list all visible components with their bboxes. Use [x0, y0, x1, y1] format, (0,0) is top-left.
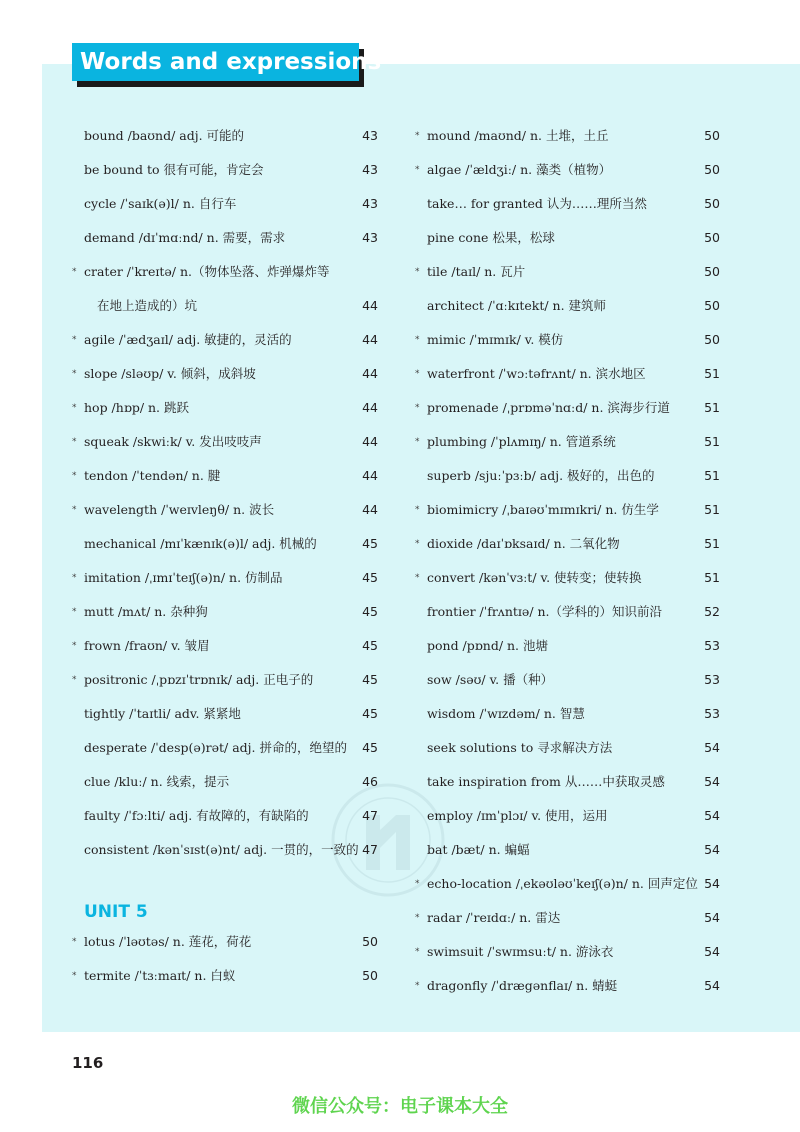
- star-marker-icon: *: [415, 981, 420, 991]
- vocab-entry: [409, 935, 720, 969]
- vocab-page-ref: 44: [362, 298, 378, 313]
- vocab-entry: [409, 765, 720, 799]
- vocab-entry: [409, 459, 720, 493]
- vocab-page-ref: 45: [362, 672, 378, 687]
- vocab-page-ref: 50: [704, 264, 720, 279]
- star-marker-icon: *: [415, 505, 420, 515]
- vocab-entry: [409, 833, 720, 867]
- unit-heading-text: UNIT 5: [84, 902, 148, 922]
- vocab-entry-text: radar /ˈreɪdɑː/ n. 雷达: [427, 910, 561, 925]
- vocab-page-ref: 45: [362, 706, 378, 721]
- vocab-entry: [409, 629, 720, 663]
- vocab-entry: [409, 901, 720, 935]
- vocab-entry: [66, 925, 378, 959]
- star-marker-icon: *: [415, 947, 420, 957]
- star-marker-icon: *: [72, 335, 77, 345]
- vocab-page-ref: 54: [704, 808, 720, 823]
- vocab-page-ref: 45: [362, 638, 378, 653]
- vocab-entry: [66, 799, 378, 833]
- vocab-page-ref: 43: [362, 230, 378, 245]
- vocab-page-ref: 51: [704, 502, 720, 517]
- vocab-page-ref: 43: [362, 162, 378, 177]
- vocab-entry-text: employ /ɪmˈplɔɪ/ v. 使用，运用: [427, 808, 608, 823]
- vocab-entry-text: superb /sjuːˈpɜːb/ adj. 极好的，出色的: [427, 468, 655, 483]
- vocab-page-ref: 44: [362, 366, 378, 381]
- vocab-entry-text: hop /hɒp/ n. 跳跃: [84, 400, 189, 415]
- vocab-entry-text: desperate /ˈdesp(ə)rət/ adj. 拼命的，绝望的: [84, 740, 348, 755]
- vocab-entry: [409, 697, 720, 731]
- vocab-entry-text: termite /ˈtɜːmaɪt/ n. 白蚁: [84, 968, 236, 983]
- vocab-entry: [409, 119, 720, 153]
- vocab-entry-text: consistent /kənˈsɪst(ə)nt/ adj. 一贯的，一致的: [84, 842, 359, 857]
- star-marker-icon: *: [415, 913, 420, 923]
- vocab-page-ref: 53: [704, 706, 720, 721]
- vocab-entry-text: frontier /ˈfrʌntɪə/ n.（学科的）知识前沿: [427, 604, 663, 619]
- vocab-page-ref: 50: [704, 128, 720, 143]
- vocab-entry: [66, 561, 378, 595]
- star-marker-icon: *: [72, 675, 77, 685]
- vocab-page-ref: 50: [362, 934, 378, 949]
- unit-heading: [66, 867, 378, 925]
- vocab-entry-text: tile /taɪl/ n. 瓦片: [427, 264, 526, 279]
- vocab-entry: [409, 323, 720, 357]
- vocab-page-ref: 43: [362, 196, 378, 211]
- vocab-entry-text: slope /sləʊp/ v. 倾斜，成斜坡: [84, 366, 256, 381]
- vocab-page-ref: 53: [704, 638, 720, 653]
- vocab-entry-text: algae /ˈældʒiː/ n. 藻类（植物）: [427, 162, 612, 177]
- vocab-page-ref: 51: [704, 570, 720, 585]
- vocab-entry: [66, 765, 378, 799]
- vocab-entry: [409, 187, 720, 221]
- star-marker-icon: *: [415, 131, 420, 141]
- vocab-entry-text: wavelength /ˈweɪvleŋθ/ n. 波长: [84, 502, 275, 517]
- vocab-page-ref: 45: [362, 604, 378, 619]
- vocab-page-ref: 54: [704, 876, 720, 891]
- vocab-entry: [66, 425, 378, 459]
- star-marker-icon: *: [72, 403, 77, 413]
- vocab-entry: [66, 289, 378, 323]
- vocab-entry-text: seek solutions to 寻求解决方法: [427, 740, 613, 755]
- vocab-page-ref: 45: [362, 536, 378, 551]
- vocab-entry: [409, 867, 720, 901]
- vocab-page-ref: 44: [362, 434, 378, 449]
- vocab-entry: [66, 731, 378, 765]
- vocab-entry-text: biomimicry /ˌbaɪəʊˈmɪmɪkri/ n. 仿生学: [427, 502, 659, 517]
- vocab-entry-text: mechanical /mɪˈkænɪk(ə)l/ adj. 机械的: [84, 536, 317, 551]
- vocab-entry-text: sow /səʊ/ v. 播（种）: [427, 672, 554, 687]
- star-marker-icon: *: [415, 539, 420, 549]
- vocab-entry-text: positronic /ˌpɒzɪˈtrɒnɪk/ adj. 正电子的: [84, 672, 314, 687]
- vocab-entry-text: promenade /ˌprɒməˈnɑːd/ n. 滨海步行道: [427, 400, 670, 415]
- vocab-entry-text: echo-location /ˌekəʊləʊˈkeɪʃ(ə)n/ n. 回声定位: [427, 876, 698, 891]
- star-marker-icon: *: [72, 505, 77, 515]
- footer-wechat-account: 微信公众号：电子课本大全: [292, 1096, 508, 1117]
- vocab-entry: [66, 663, 378, 697]
- vocab-page-ref: 50: [704, 162, 720, 177]
- vocab-entry-text: cycle /ˈsaɪk(ə)l/ n. 自行车: [84, 196, 237, 211]
- vocab-entry: [66, 459, 378, 493]
- vocab-page-ref: 51: [704, 366, 720, 381]
- vocab-page-ref: 54: [704, 740, 720, 755]
- left-column: [66, 119, 378, 993]
- vocab-page-ref: 53: [704, 672, 720, 687]
- vocab-entry: [66, 959, 378, 993]
- vocab-page-ref: 44: [362, 468, 378, 483]
- vocab-page-ref: 47: [362, 842, 378, 857]
- vocab-page-ref: 46: [362, 774, 378, 789]
- vocab-page-ref: 51: [704, 468, 720, 483]
- vocab-entry: [66, 187, 378, 221]
- vocab-page-ref: 54: [704, 774, 720, 789]
- star-marker-icon: *: [415, 267, 420, 277]
- vocab-entry-text: convert /kənˈvɜːt/ v. 使转变；使转换: [427, 570, 642, 585]
- vocab-entry: [66, 255, 378, 289]
- section-title-text: Words and expressions: [72, 43, 359, 81]
- vocab-page-ref: 50: [704, 298, 720, 313]
- vocab-page-ref: 44: [362, 502, 378, 517]
- vocab-entry: [409, 255, 720, 289]
- star-marker-icon: *: [72, 471, 77, 481]
- vocab-entry-text: plumbing /ˈplʌmɪŋ/ n. 管道系统: [427, 434, 616, 449]
- vocab-entry-text: take inspiration from 从……中获取灵感: [427, 774, 665, 789]
- vocab-page-ref: 54: [704, 944, 720, 959]
- vocab-entry-text: mimic /ˈmɪmɪk/ v. 模仿: [427, 332, 564, 347]
- vocab-entry: [66, 153, 378, 187]
- vocab-entry-text: mound /maʊnd/ n. 土堆，土丘: [427, 128, 609, 143]
- vocab-page-ref: 54: [704, 842, 720, 857]
- star-marker-icon: *: [415, 165, 420, 175]
- vocab-entry: [409, 357, 720, 391]
- section-title: [72, 43, 382, 83]
- vocab-entry-text: lotus /ˈləʊtəs/ n. 莲花，荷花: [84, 934, 252, 949]
- vocab-entry: [409, 799, 720, 833]
- vocab-entry-text: swimsuit /ˈswɪmsuːt/ n. 游泳衣: [427, 944, 614, 959]
- star-marker-icon: *: [415, 879, 420, 889]
- vocab-entry: [66, 391, 378, 425]
- vocab-page-ref: 43: [362, 128, 378, 143]
- vocab-page-ref: 50: [704, 230, 720, 245]
- vocab-entry-text: agile /ˈædʒaɪl/ adj. 敏捷的，灵活的: [84, 332, 292, 347]
- vocab-entry-text: wisdom /ˈwɪzdəm/ n. 智慧: [427, 706, 585, 721]
- vocab-entry-text: architect /ˈɑːkɪtekt/ n. 建筑师: [427, 298, 607, 313]
- vocab-entry-text: mutt /mʌt/ n. 杂种狗: [84, 604, 208, 619]
- vocab-page-ref: 50: [704, 332, 720, 347]
- vocab-entry-text: demand /dɪˈmɑːnd/ n. 需要，需求: [84, 230, 286, 245]
- vocab-entry: [409, 289, 720, 323]
- vocab-entry: [409, 561, 720, 595]
- vocab-page-ref: 54: [704, 978, 720, 993]
- vocab-entry: [66, 595, 378, 629]
- vocab-entry: [409, 527, 720, 561]
- star-marker-icon: *: [415, 437, 420, 447]
- vocab-page-ref: 45: [362, 570, 378, 585]
- star-marker-icon: *: [415, 369, 420, 379]
- vocab-page-ref: 51: [704, 400, 720, 415]
- vocab-entry-text: 在地上造成的）坑: [97, 298, 198, 313]
- vocab-page-ref: 44: [362, 400, 378, 415]
- vocab-page-ref: 45: [362, 740, 378, 755]
- vocab-entry-text: pond /pɒnd/ n. 池塘: [427, 638, 549, 653]
- vocab-entry: [66, 357, 378, 391]
- vocab-entry-text: pine cone 松果，松球: [427, 230, 555, 245]
- vocab-page-ref: 51: [704, 536, 720, 551]
- star-marker-icon: *: [72, 573, 77, 583]
- vocab-entry-text: clue /kluː/ n. 线索，提示: [84, 774, 230, 789]
- vocab-entry: [409, 731, 720, 765]
- vocab-entry-text: dioxide /daɪˈɒksaɪd/ n. 二氧化物: [427, 536, 620, 551]
- vocab-page-ref: 47: [362, 808, 378, 823]
- vocab-entry: [409, 595, 720, 629]
- vocab-page-ref: 44: [362, 332, 378, 347]
- star-marker-icon: *: [415, 573, 420, 583]
- vocab-page-ref: 50: [362, 968, 378, 983]
- star-marker-icon: *: [72, 937, 77, 947]
- vocab-entry-text: crater /ˈkreɪtə/ n.（物体坠落、炸弹爆炸等: [84, 264, 330, 279]
- vocab-entry: [66, 629, 378, 663]
- vocab-page-ref: 50: [704, 196, 720, 211]
- vocab-entry-text: waterfront /ˈwɔːtəfrʌnt/ n. 滨水地区: [427, 366, 646, 381]
- star-marker-icon: *: [72, 267, 77, 277]
- star-marker-icon: *: [415, 403, 420, 413]
- star-marker-icon: *: [72, 437, 77, 447]
- vocab-entry: [409, 153, 720, 187]
- vocab-entry: [66, 119, 378, 153]
- page-number: 116: [72, 1054, 104, 1072]
- vocab-entry-text: tightly /ˈtaɪtli/ adv. 紧紧地: [84, 706, 241, 721]
- vocab-page-ref: 51: [704, 434, 720, 449]
- vocab-entry-text: faulty /ˈfɔːlti/ adj. 有故障的，有缺陷的: [84, 808, 309, 823]
- vocab-page-ref: 52: [704, 604, 720, 619]
- vocab-entry: [409, 391, 720, 425]
- vocab-entry: [66, 697, 378, 731]
- vocab-entry-text: bound /baʊnd/ adj. 可能的: [84, 128, 245, 143]
- vocab-page-ref: 54: [704, 910, 720, 925]
- vocab-entry: [66, 527, 378, 561]
- vocab-entry: [409, 969, 720, 1003]
- vocab-entry-text: take… for granted 认为……理所当然: [427, 196, 647, 211]
- vocab-entry: [409, 663, 720, 697]
- vocab-entry: [66, 493, 378, 527]
- vocab-entry-text: be bound to 很有可能，肯定会: [84, 162, 264, 177]
- vocab-entry-text: tendon /ˈtendən/ n. 腱: [84, 468, 221, 483]
- vocab-entry: [409, 221, 720, 255]
- vocab-entry: [66, 221, 378, 255]
- vocab-entry-text: frown /fraʊn/ v. 皱眉: [84, 638, 210, 653]
- star-marker-icon: *: [72, 971, 77, 981]
- vocab-entry: [66, 833, 378, 867]
- star-marker-icon: *: [72, 641, 77, 651]
- star-marker-icon: *: [415, 335, 420, 345]
- vocab-entry: [66, 323, 378, 357]
- vocab-entry-text: bat /bæt/ n. 蝙蝠: [427, 842, 530, 857]
- vocab-entry-text: imitation /ˌɪmɪˈteɪʃ(ə)n/ n. 仿制品: [84, 570, 283, 585]
- vocab-entry: [409, 493, 720, 527]
- vocab-entry-text: dragonfly /ˈdrægənflaɪ/ n. 蜻蜓: [427, 978, 618, 993]
- star-marker-icon: *: [72, 369, 77, 379]
- vocab-entry-text: squeak /skwiːk/ v. 发出吱吱声: [84, 434, 262, 449]
- vocab-entry: [409, 425, 720, 459]
- right-column: [409, 119, 720, 1003]
- star-marker-icon: *: [72, 607, 77, 617]
